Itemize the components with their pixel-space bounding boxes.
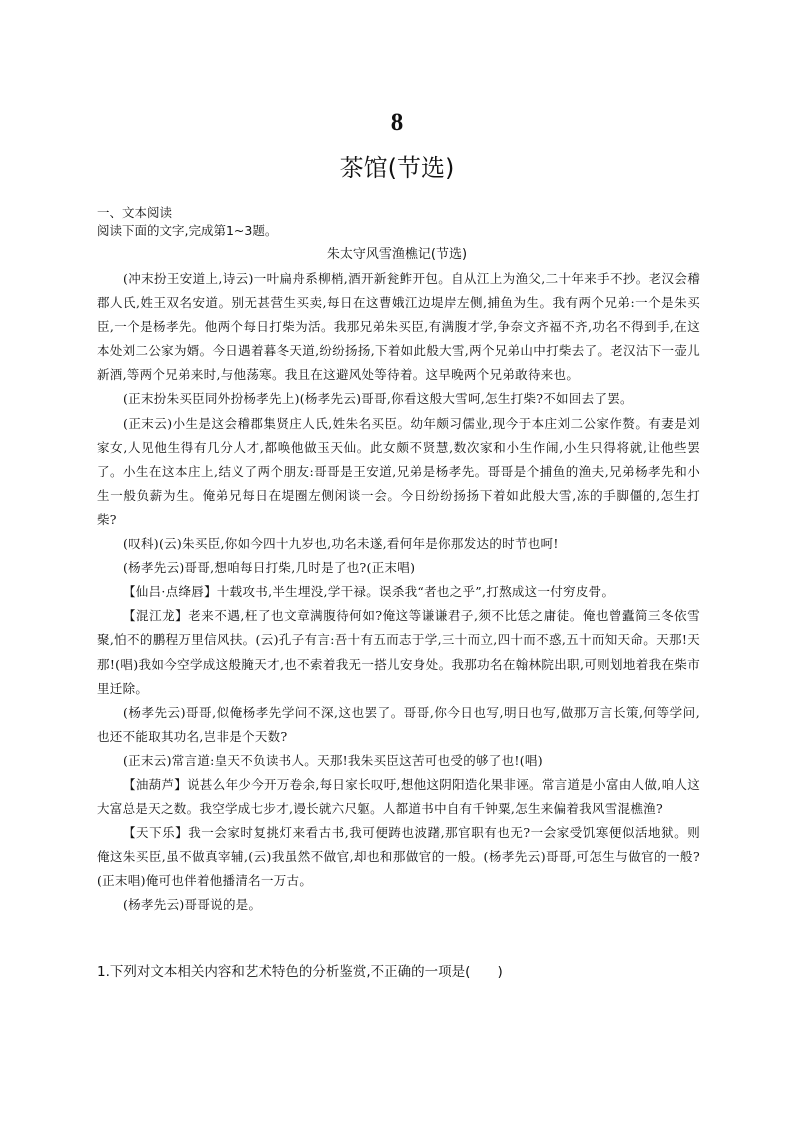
passage-paragraph: (杨孝先云)哥哥,似俺杨孝先学问不深,这也罢了。哥哥,你今日也写,明日也写,做那万言长策,何等学问,也还不能取其功名,岂非是个天数?: [97, 704, 700, 744]
passage-paragraph: (杨孝先云)哥哥说的是。: [123, 897, 262, 913]
chapter-title: 茶馆(节选): [339, 154, 455, 182]
chapter-number: 8: [390, 109, 404, 136]
section-heading: 一、文本阅读: [97, 205, 173, 220]
passage-paragraph: (正末云)小生是这会稽郡集贤庄人氏,姓朱名买臣。幼年颇习儒业,现今于本庄刘二公家作赘。有妻是刘家女,人见他生得有几分人才,都唤他做玉天仙。此女颇不贤慧,数次家和小生作闹,小生只得将就,让他些罢了。小生在这本庄上,结义了两个朋友:哥哥是王安道,兄弟是杨孝先。哥哥是个捕鱼的渔夫,兄弟杨孝先和小生一般负薪为生。俺弟兄每日在堤圈左侧闲谈一会。今日纷纷扬扬下着如此般大雪,冻的手脚僵的,怎生打柴?: [97, 415, 700, 527]
text-title: 朱太守风雪渔樵记(节选): [326, 247, 468, 262]
passage-paragraph: 【仙吕·点绛唇】十载攻书,半生埋没,学干禄。误杀我“者也之乎”,打熬成这一付穷皮骨。: [123, 584, 615, 600]
passage-paragraph: (正末扮朱买臣同外扮杨孝先上)(杨孝先云)哥哥,你看这般大雪呵,怎生打柴?不如回去了罢。: [123, 391, 633, 407]
passage-body: [97, 267, 700, 918]
reading-instruction: 阅读下面的文字,完成第1~3题。: [97, 223, 278, 238]
passage-paragraph: (杨孝先云)哥哥,想咱每日打柴,几时是了也?(正末唱): [123, 560, 416, 576]
passage-paragraph: 【油葫芦】说甚么年少今开万卷余,每日家长叹吁,想他这阴阳造化果非诬。常言道是小富由人做,咱人这大富总是天之数。我空学成七步才,谩长就六尺躯。人都道书中自有千钟粟,怎生来偏着我风雪混樵渔?: [97, 776, 700, 817]
passage-paragraph: 【天下乐】我一会家时复挑灯来看古书,我可便踌也波躇,那官职有也无?一会家受饥寒便似活地狱。则俺这朱买臣,虽不做真宰辅,(云)我虽然不做官,却也和那做官的一般。(杨孝先云)哥哥,可怎生与做官的一般?(正末唱)俺可也伴着他播清名一万古。: [97, 825, 700, 889]
passage-paragraph: (冲末扮王安道上,诗云)一叶扁舟系柳梢,酒开新瓮鲊开包。自从江上为渔父,二十年来手不抄。老汉会稽郡人氏,姓王双名安道。别无甚营生买卖,每日在这曹娥江边堤岸左侧,捕鱼为生。我有两个兄弟:一个是朱买臣,一个是杨孝先。他两个每日打柴为活。我那兄弟朱买臣,有满腹才学,争奈文齐福不齐,功名不得到手,在这本处刘二公家为婿。今日遇着暮冬天道,纷纷扬扬,下着如此般大雪,两个兄弟山中打柴去了。老汉沽下一壶儿新酒,等两个兄弟来时,与他荡寒。我且在这避风处等待着。这早晚两个兄弟敢待来也。: [97, 271, 700, 383]
passage-paragraph: (叹科)(云)朱买臣,你如今四十九岁也,功名未遂,看何年是你那发达的时节也呵!: [123, 536, 559, 552]
passage-paragraph: (正末云)常言道:皇天不负读书人。天那!我朱买臣这苦可也受的够了也!(唱): [123, 752, 543, 768]
question-1: 1.下列对文本相关内容和艺术特色的分析鉴赏,不正确的一项是( ): [97, 964, 503, 980]
passage-paragraph: 【混江龙】老来不遇,枉了也文章满腹待何如?俺这等谦谦君子,须不比恁之庸徒。俺也曾蠹简三冬依雪聚,怕不的鹏程万里信风扶。(云)孔子有言:吾十有五而志于学,三十而立,四十而不惑,五十而知天命。天那!天那!(唱)我如今空学成这般腌天才,也不索着我无一搭儿安身处。我那功名在翰林院出职,可则划地着我在柴市里迁除。: [97, 608, 700, 696]
